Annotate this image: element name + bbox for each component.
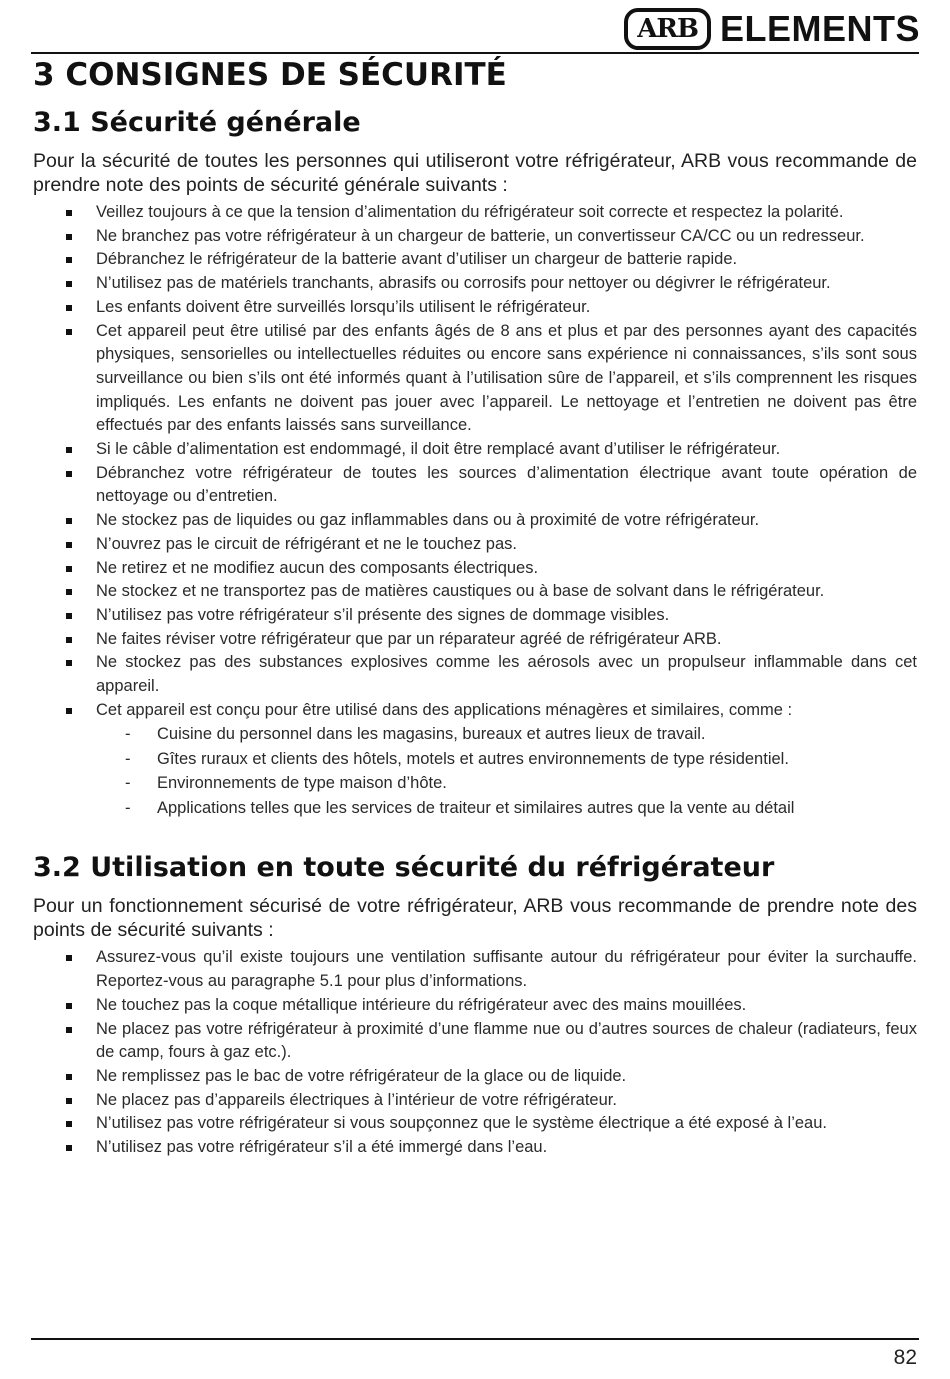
dash-icon: - — [125, 774, 131, 793]
page-header — [624, 8, 920, 50]
bullet-icon — [66, 257, 72, 263]
list-item: N’utilisez pas de matériels tranchants, abrasifs ou corrosifs pour nettoyer ou dégivrer le réfrigérateur. — [33, 272, 917, 296]
section-title: 3 CONSIGNES DE SÉCURITÉ — [33, 57, 507, 93]
dash-icon: - — [125, 798, 131, 817]
page-number: 82 — [893, 1346, 917, 1369]
bullet-icon — [66, 471, 72, 477]
bullet-icon — [66, 566, 72, 572]
bullet-icon — [66, 210, 72, 216]
bullet-icon — [66, 1027, 72, 1033]
bullet-icon — [66, 613, 72, 619]
sub-list-item: - Environnements de type maison d’hôte. — [33, 771, 917, 796]
sub-list-item: - Cuisine du personnel dans les magasins, bureaux et autres lieux de travail. — [33, 722, 917, 747]
list-item: Ne placez pas votre réfrigérateur à proximité d’une flamme nue ou d’autres sources de chaleur (radiateurs, feux de camp, fours à gaz etc.). — [33, 1018, 917, 1065]
list-item: Assurez-vous qu’il existe toujours une ventilation suffisante autour du réfrigérateur pour éviter la surchauffe. Reportez-vous au paragraphe 5.1 pour plus d’informations. — [33, 946, 917, 993]
brand-name: ELEMENTS — [719, 8, 920, 49]
list-item: Débranchez le réfrigérateur de la batterie avant d’utiliser un chargeur de batterie rapide. — [33, 248, 917, 272]
dash-icon: - — [125, 749, 131, 768]
intro-general-safety: Pour la sécurité de toutes les personnes qui utiliseront votre réfrigérateur, ARB vous recommande de prendre note des points de sécurité générale suivants : — [33, 150, 917, 196]
list-item: N’ouvrez pas le circuit de réfrigérant et ne le touchez pas. — [33, 533, 917, 557]
header-divider — [31, 52, 919, 54]
sub-list-item: - Gîtes ruraux et clients des hôtels, motels et autres environnements de type résidentiel. — [33, 747, 917, 772]
general-safety-list — [33, 201, 917, 722]
bullet-icon — [66, 542, 72, 548]
list-item: Ne stockez pas de liquides ou gaz inflammables dans ou à proximité de votre réfrigérateur. — [33, 509, 917, 533]
list-item: Cet appareil est conçu pour être utilisé dans des applications ménagères et similaires, comme : — [33, 699, 917, 723]
bullet-icon — [66, 589, 72, 595]
list-item: Ne faites réviser votre réfrigérateur que par un réparateur agréé de réfrigérateur ARB. — [33, 628, 917, 652]
bullet-icon — [66, 329, 72, 335]
applications-sublist — [33, 722, 917, 820]
list-item: N’utilisez pas votre réfrigérateur s’il a été immergé dans l’eau. — [33, 1136, 917, 1160]
list-item: Ne stockez et ne transportez pas de matières caustiques ou à base de solvant dans le réfrigérateur. — [33, 580, 917, 604]
bullet-icon — [66, 660, 72, 666]
list-item: Ne touchez pas la coque métallique intérieure du réfrigérateur avec des mains mouillées. — [33, 994, 917, 1018]
bullet-icon — [66, 637, 72, 643]
bullet-icon — [66, 281, 72, 287]
page-content — [33, 55, 917, 1160]
bullet-icon — [66, 447, 72, 453]
footer-divider — [31, 1338, 919, 1340]
list-item: Ne branchez pas votre réfrigérateur à un chargeur de batterie, un convertisseur CA/CC ou un redresseur. — [33, 225, 917, 249]
list-item: Ne stockez pas des substances explosives comme les aérosols avec un propulseur inflammable dans cet appareil. — [33, 651, 917, 698]
bullet-icon — [66, 305, 72, 311]
sub-list-item: - Applications telles que les services de traiteur et similaires autres que la vente au détail — [33, 796, 917, 821]
bullet-icon — [66, 708, 72, 714]
list-item: N’utilisez pas votre réfrigérateur s’il présente des signes de dommage visibles. — [33, 604, 917, 628]
list-item: Veillez toujours à ce que la tension d’alimentation du réfrigérateur soit correcte et respectez la polarité. — [33, 201, 917, 225]
dash-icon: - — [125, 725, 131, 744]
list-item: Les enfants doivent être surveillés lorsqu’ils utilisent le réfrigérateur. — [33, 296, 917, 320]
list-item: N’utilisez pas votre réfrigérateur si vous soupçonnez que le système électrique a été exposé à l’eau. — [33, 1112, 917, 1136]
list-item: Débranchez votre réfrigérateur de toutes les sources d’alimentation électrique avant toute opération de nettoyage ou d’entretien. — [33, 462, 917, 509]
subsection-title-general-safety: 3.1 Sécurité générale — [33, 107, 361, 138]
list-item: Cet appareil peut être utilisé par des enfants âgés de 8 ans et plus et par des personnes ayant des capacités physiques, sensorielles ou intellectuelles réduites ou encore sans expérience ni connaissances, s’ils sont sous surveillance ou bien s’ils ont été informés quant à l’utilisation sûre de l’appareil, et s’ils comprennent les risques impliqués. Les enfants ne doivent pas jouer avec l’appareil. Le nettoyage et l’entretien ne doivent pas être effectués par des enfants laissés sans surveillance. — [33, 320, 917, 439]
subsection-title-safe-use: 3.2 Utilisation en toute sécurité du réfrigérateur — [33, 852, 775, 884]
bullet-icon — [66, 234, 72, 240]
list-item: Ne retirez et ne modifiez aucun des composants électriques. — [33, 557, 917, 581]
bullet-icon — [66, 1098, 72, 1104]
list-item: Si le câble d’alimentation est endommagé, il doit être remplacé avant d’utiliser le réfrigérateur. — [33, 438, 917, 462]
bullet-icon — [66, 518, 72, 524]
bullet-icon — [66, 1003, 72, 1009]
bullet-icon — [66, 1145, 72, 1151]
bullet-icon — [66, 1121, 72, 1127]
list-item: Ne remplissez pas le bac de votre réfrigérateur de la glace ou de liquide. — [33, 1065, 917, 1089]
bullet-icon — [66, 955, 72, 961]
arb-logo: ARB — [624, 8, 711, 50]
list-item: Ne placez pas d’appareils électriques à l’intérieur de votre réfrigérateur. — [33, 1089, 917, 1113]
bullet-icon — [66, 1074, 72, 1080]
safe-use-list — [33, 946, 917, 1159]
intro-safe-use: Pour un fonctionnement sécurisé de votre réfrigérateur, ARB vous recommande de prendre note des points de sécurité suivants : — [33, 895, 917, 942]
